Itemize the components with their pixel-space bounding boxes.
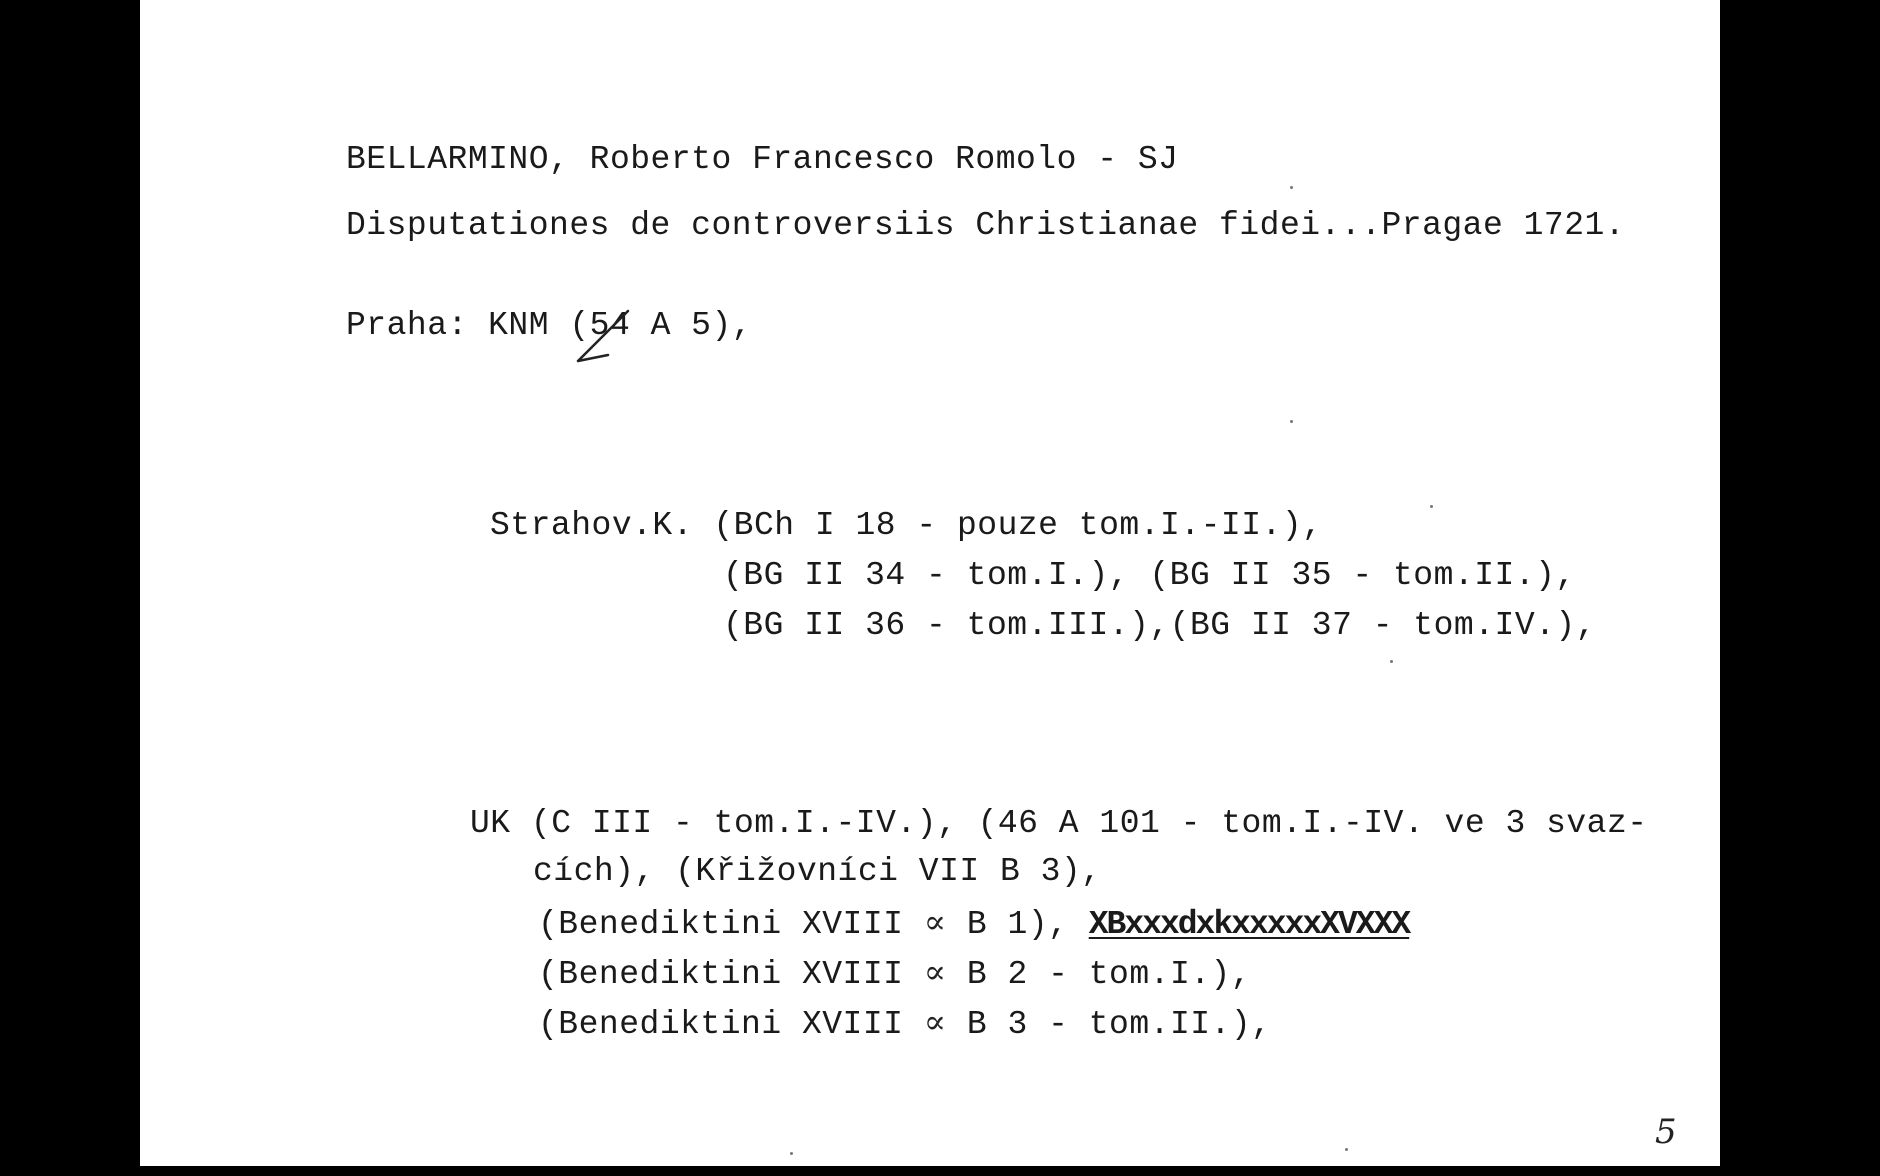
card-top-edge	[140, 0, 1720, 12]
strahov-line-1: Strahov.K. (BCh I 18 - pouze tom.I.-II.),	[490, 507, 1323, 544]
alpha-symbol: ∝	[923, 1002, 947, 1041]
scan-speck	[790, 1152, 793, 1155]
uk-line-3-suffix: B 1),	[946, 906, 1089, 943]
author-heading: BELLARMINO, Roberto Francesco Romolo - SJ	[346, 141, 1179, 178]
uk-line-5-suffix: B 3 - tom.II.),	[946, 1006, 1272, 1043]
scan-speck	[1430, 505, 1433, 508]
uk-line-1: UK (C III - tom.I.-IV.), (46 A 101 - tom.I.-IV. ve 3 svaz-	[470, 805, 1648, 842]
uk-line-3	[538, 902, 1409, 945]
scan-speck	[1345, 1148, 1348, 1151]
scan-speck	[1290, 420, 1293, 423]
uk-line-5	[538, 1002, 1271, 1045]
page-number: 5	[1655, 1112, 1677, 1152]
alpha-symbol: ∝	[923, 952, 947, 991]
uk-line-4	[538, 952, 1251, 995]
praha-holding	[346, 306, 752, 346]
uk-line-3-prefix: (Benediktini XVIII	[538, 906, 924, 943]
crossed-char: (	[569, 307, 590, 344]
uk-line-2: cích), (Křižovníci VII B 3),	[533, 853, 1102, 890]
praha-call-number: 54 A 5),	[589, 307, 753, 344]
catalog-card	[140, 0, 1720, 1166]
praha-prefix: Praha: KNM	[346, 307, 570, 344]
alpha-symbol: ∝	[923, 902, 947, 941]
uk-line-5-prefix: (Benediktini XVIII	[538, 1006, 924, 1043]
handwritten-slash-mark	[570, 305, 640, 365]
scan-speck	[1290, 186, 1293, 189]
work-title: Disputationes de controversiis Christianae fidei...Pragae 1721.	[346, 207, 1626, 244]
scan-speck	[1390, 660, 1393, 663]
uk-line-4-prefix: (Benediktini XVIII	[538, 956, 924, 993]
uk-line-4-suffix: B 2 - tom.I.),	[946, 956, 1252, 993]
strahov-line-2: (BG II 34 - tom.I.), (BG II 35 - tom.II.),	[723, 557, 1576, 594]
strahov-line-3: (BG II 36 - tom.III.),(BG II 37 - tom.IV.),	[723, 607, 1597, 644]
struck-out-text: XBxxxdxkxxxxxXVXXX	[1088, 906, 1410, 943]
